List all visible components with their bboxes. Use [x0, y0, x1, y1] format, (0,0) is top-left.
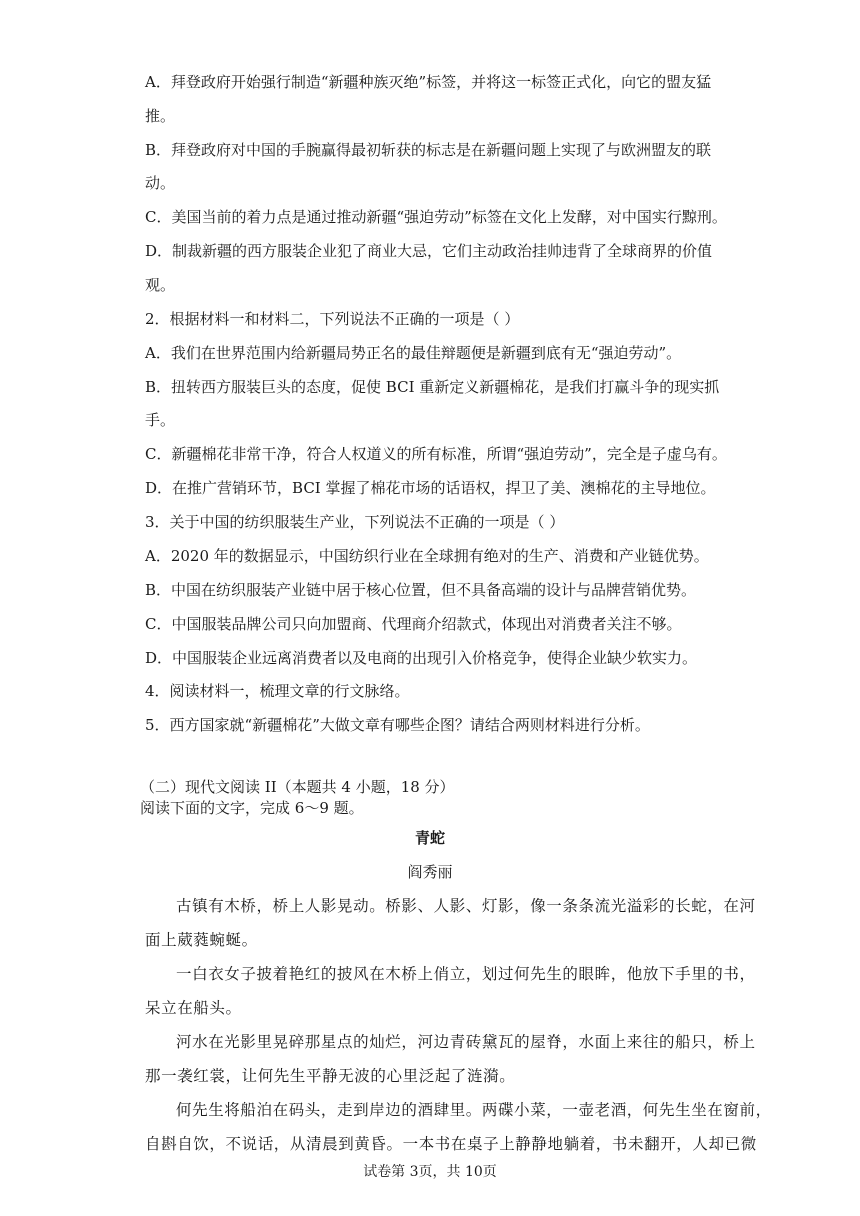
q2-option-b-line1: B．扭转西方服装巨头的态度，促使 BCI 重新定义新疆棉花，是我们打赢斗争的现实抓 [145, 378, 720, 396]
q3-option-c: C．中国服装品牌公司只向加盟商、代理商介绍款式，体现出对消费者关注不够。 [145, 615, 682, 633]
story-paragraph-1-line1: 古镇有木桥，桥上人影晃动。桥影、人影、灯影，像一条条流光溢彩的长蛇，在河 [176, 897, 756, 915]
q1-option-d-line2: 观。 [145, 276, 176, 294]
q3-option-a: A．2020 年的数据显示，中国纺织行业在全球拥有绝对的生产、消费和产业链优势。 [145, 547, 709, 565]
q2-option-a: A．我们在世界范围内给新疆局势正名的最佳辩题便是新疆到底有无“强迫劳动”。 [145, 344, 682, 362]
story-paragraph-4-line1: 何先生将船泊在码头，走到岸边的酒肆里。两碟小菜，一壶老酒，何先生坐在窗前， [176, 1101, 772, 1119]
q3-stem: 3．关于中国的纺织服装生产业，下列说法不正确的一项是（ ） [145, 513, 565, 531]
q1-option-a-line2: 推。 [145, 107, 176, 125]
story-paragraph-3-line2: 那一袭红裳，让何先生平静无波的心里泛起了涟漪。 [145, 1067, 516, 1085]
story-author: 阎秀丽 [407, 863, 453, 881]
q1-option-d-line1: D．制裁新疆的西方服装企业犯了商业大忌，它们主动政治挂帅违背了全球商界的价值 [145, 242, 713, 260]
q2-stem: 2．根据材料一和材料二，下列说法不正确的一项是（ ） [145, 310, 520, 328]
story-paragraph-2-line1: 一白衣女子披着艳红的披风在木桥上俏立，划过何先生的眼眸，他放下手里的书， [176, 965, 756, 983]
story-paragraph-3-line1: 河水在光影里晃碎那星点的灿烂，河边青砖黛瓦的屋脊，水面上来往的船只，桥上 [176, 1033, 756, 1051]
story-paragraph-4-line2: 自斟自饮，不说话，从清晨到黄昏。一本书在桌子上静静地躺着，书未翻开，人却已微 [145, 1135, 757, 1153]
story-paragraph-2-line2: 呆立在船头。 [145, 999, 242, 1017]
story-paragraph-1-line2: 面上葳蕤蜿蜒。 [145, 931, 258, 949]
q1-option-a-line1: A．拜登政府开始强行制造“新疆种族灭绝”标签，并将这一标签正式化，向它的盟友猛 [145, 73, 712, 91]
q2-option-b-line2: 手。 [145, 411, 176, 429]
page-footer: 试卷第 3页，共 10页 [363, 1164, 497, 1180]
q3-option-d: D．中国服装企业远离消费者以及电商的出现引入价格竞争，使得企业缺少软实力。 [145, 649, 698, 667]
section-heading: （二）现代文阅读 II（本题共 4 小题，18 分） [140, 778, 455, 796]
q1-option-c: C．美国当前的着力点是通过推动新疆“强迫劳动”标签在文化上发酵，对中国实行黥刑。 [145, 208, 727, 226]
q1-option-b-line1: B．拜登政府对中国的手腕赢得最初斩获的标志是在新疆问题上实现了与欧洲盟友的联 [145, 141, 712, 159]
story-title: 青蛇 [414, 829, 445, 847]
q2-option-c: C．新疆棉花非常干净，符合人权道义的所有标准，所谓“强迫劳动”，完全是子虚乌有。 [145, 445, 727, 463]
q4-stem: 4．阅读材料一，梳理文章的行文脉络。 [145, 682, 410, 700]
section-instruction: 阅读下面的文字，完成 6～9 题。 [140, 799, 364, 817]
q2-option-d: D．在推广营销环节，BCI 掌握了棉花市场的话语权，捍卫了美、澳棉花的主导地位。 [145, 479, 716, 497]
q3-option-b: B．中国在纺织服装产业链中居于核心位置，但不具备高端的设计与品牌营销优势。 [145, 581, 697, 599]
q1-option-b-line2: 动。 [145, 174, 176, 192]
q5-stem: 5．西方国家就“新疆棉花”大做文章有哪些企图？请结合两则材料进行分析。 [145, 716, 650, 734]
